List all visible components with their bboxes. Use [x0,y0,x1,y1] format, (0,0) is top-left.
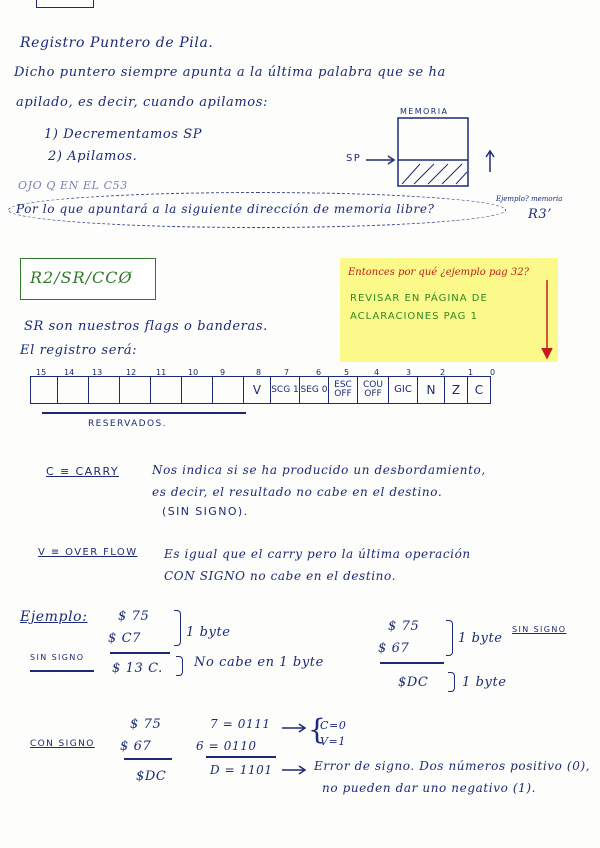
register-line: El registro será: [20,343,138,358]
down-arrow-icon [540,278,554,362]
bit-cell-cou: COU OFF [358,377,389,404]
step-2: 2) Apilamos. [48,149,138,164]
sum1-brace [174,610,181,646]
bit-cell-esc: ESC OFF [329,377,358,404]
faded-note: OJO Q EN EL C53 [18,179,128,192]
register-box-label: R2/SR/CCØ [30,268,133,287]
bit-number: 5 [344,368,350,377]
arrow-icon [280,722,310,782]
sum1-a: $ 75 [118,609,150,624]
bit-number: 7 [284,368,290,377]
sum3-result: $DC [136,769,167,784]
reserved-label: RESERVADOS. [88,419,167,429]
bit-number: 8 [256,368,262,377]
sticky-line-3: ACLARACIONES PAG 1 [350,311,478,322]
sticky-line-1: Entonces por qué ¿ejemplo pag 32? [348,267,529,278]
bit-number: 15 [36,368,47,377]
con-signo-label: CON SIGNO [30,739,95,749]
memory-label: MEMORIA [400,107,449,116]
side-mark: R3’ [528,207,552,222]
sum1-line [110,652,170,654]
bit-number: 9 [220,368,226,377]
bit-cell-z: Z [445,377,468,404]
bit-cell [182,377,213,404]
page-title: Registro Puntero de Pila. [20,35,214,51]
error-line-2: no pueden dar uno negativo (1). [322,781,537,795]
bit-number: 6 [316,368,322,377]
sin-signo-label: SIN SIGNO [30,653,85,662]
carry-line-2: es decir, el resultado no cabe en el destino. [152,485,443,499]
carry-label: C ≡ CARRY [46,465,119,478]
bit-number: 12 [126,368,137,377]
sp-label: SP [346,153,362,164]
sum3-line [124,758,172,760]
flag-v: V=1 [320,735,346,748]
sum2-result-label: 1 byte [462,675,507,690]
step-1: 1) Decrementamos SP [44,127,203,142]
bit-number: 10 [188,368,199,377]
sum1-result-brace [176,656,183,676]
intro-line-1: Dicho puntero siempre apunta a la última palabra que se ha [14,65,446,80]
bit-number: 3 [406,368,412,377]
overflow-label: V ≡ OVER FLOW [38,547,138,558]
bit-cell-v: V [244,377,271,404]
sum1-result: $ 13 C. [112,661,163,676]
binary-3: D = 1101 [210,763,273,777]
carry-line-3: (SIN SIGNO). [162,505,249,518]
sticky-line-2: REVISAR EN PÁGINA DE [350,293,488,304]
status-register-table [30,376,491,404]
sum3-b: $ 67 [120,739,152,754]
bit-cell [151,377,182,404]
sticky-note [340,258,558,362]
bit-cell [31,377,58,404]
bit-number: 13 [92,368,103,377]
status-register-row [31,377,491,404]
bit-cell-seg: SEG 0 [300,377,329,404]
overflow-line-2: CON SIGNO no cabe en el destino. [164,569,397,583]
binary-1: 7 = 0111 [210,717,271,731]
bit-number: 2 [440,368,446,377]
flag-c: C=0 [320,719,347,732]
sum3-a: $ 75 [130,717,162,732]
carry-line-1: Nos indica si se ha producido un desbordamiento, [152,463,486,477]
bit-cell [89,377,120,404]
bit-number: 0 [490,368,496,377]
sum2-line [380,662,444,664]
bit-cell-gic: GIC [389,377,418,404]
bit-number: 14 [64,368,75,377]
memory-stack-drawing [340,116,510,196]
intro-line-2: apilado, es decir, cuando apilamos: [16,95,268,110]
bit-cell [213,377,244,404]
flags-brace: { [308,713,326,746]
bit-cell [58,377,89,404]
sum1-note: No cabe en 1 byte [194,655,324,670]
sum2-result-brace [448,672,455,692]
bit-cell-n: N [418,377,445,404]
sin-signo-label-2: SIN SIGNO [512,625,567,634]
bit-cell [120,377,151,404]
bit-cell-scg: SCG 1 [271,377,300,404]
bit-number: 1 [468,368,474,377]
sum2-a: $ 75 [388,619,420,634]
binary-2: 6 = 0110 [196,739,257,753]
sum2-result: $DC [398,675,429,690]
circled-note: Por lo que apuntará a la siguiente dirección de memoria libre? [16,202,435,216]
sum1-b: $ C7 [108,631,142,646]
sum1-brace-label: 1 byte [186,625,231,640]
bit-cell-c: C [468,377,491,404]
sr-line: SR son nuestros flags o banderas. [24,319,268,334]
sin-signo-underline [30,670,94,672]
sum2-brace [446,620,453,656]
sum2-brace-label: 1 byte [458,631,503,646]
reserved-underline [42,412,246,414]
sum2-b: $ 67 [378,641,410,656]
side-note: Ejemplo? memoria [496,195,563,203]
example-label: Ejemplo: [20,609,88,625]
binary-line [206,756,276,758]
error-line-1: Error de signo. Dos números positivo (0), [314,759,591,773]
bit-number: 11 [156,368,167,377]
top-box [36,0,94,8]
bit-number: 4 [374,368,380,377]
overflow-line-1: Es igual que el carry pero la última operación [164,547,471,561]
